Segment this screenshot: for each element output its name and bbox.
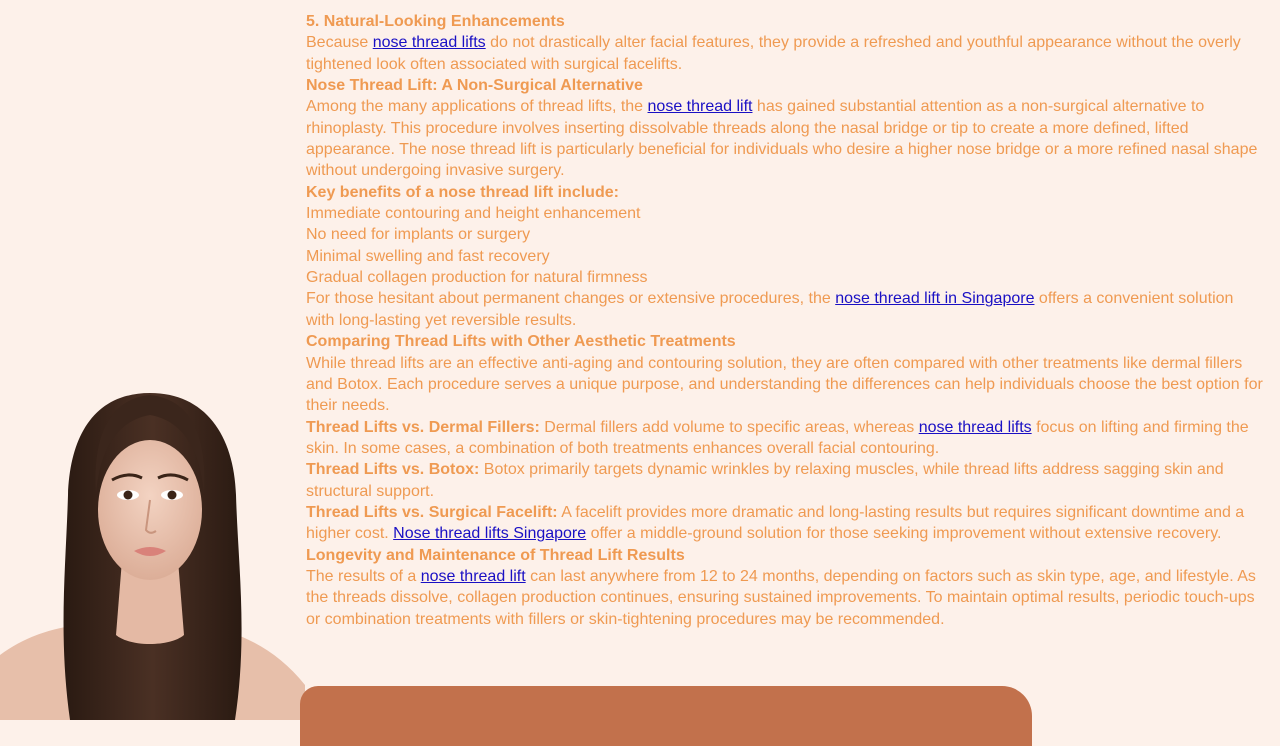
section-heading-comparing: Comparing Thread Lifts with Other Aesthetic Treatments (306, 333, 736, 351)
nose-thread-lifts-singapore-link[interactable]: Nose thread lifts Singapore (393, 525, 587, 543)
paragraph-longevity: The results of a nose thread lift can last anywhere from 12 to 24 months, depending on factors such as skin type, age, and lifestyle. As the threads dissolve, collagen production continues, ensuring sustained improvements. To maintain optimal results, periodic touch-ups or combination treatments with fillers or skin-tightening procedures may be recommended. (306, 567, 1256, 628)
nose-thread-lift-link[interactable]: nose thread lift (647, 98, 753, 116)
section-heading-key-benefits: Key benefits of a nose thread lift include: (306, 183, 619, 201)
nose-thread-lifts-link-fillers[interactable]: nose thread lifts (918, 418, 1032, 436)
paragraph-vs-botox: Thread Lifts vs. Botox: Botox primarily targets dynamic wrinkles by relaxing muscles, while thread lifts address sagging skin and structural support. (306, 461, 1224, 500)
section-heading-longevity: Longevity and Maintenance of Thread Lift Results (306, 546, 685, 564)
paragraph-vs-facelift: Thread Lifts vs. Surgical Facelift: A facelift provides more dramatic and long-lasting results but requires significant downtime and a higher cost. Nose thread lifts Singapore offer a middle-ground solution for those seeking improvement without extensive recovery. (306, 503, 1245, 543)
benefit-item: Gradual collagen production for natural firmness (306, 269, 648, 287)
woman-portrait-image (0, 385, 305, 720)
section-heading-natural-enhancements: 5. Natural-Looking Enhancements (306, 13, 565, 30)
benefit-item: Minimal swelling and fast recovery (306, 247, 550, 265)
nose-thread-lift-singapore-link[interactable]: nose thread lift in Singapore (835, 290, 1035, 308)
nose-thread-lifts-link[interactable]: nose thread lifts (372, 34, 486, 52)
paragraph-nose-thread-lift: Among the many applications of thread lifts, the nose thread lift has gained substantial attention as a non-surgical alternative to rhinoplasty. This procedure involves inserting dissolvable threads along the nasal bridge or tip to create a more defined, lifted appearance. The nose thread lift is particularly beneficial for individuals who desire a higher nose bridge or a more refined nasal shape without undergoing invasive surgery. (306, 98, 1258, 180)
paragraph-vs-fillers: Thread Lifts vs. Dermal Fillers: Dermal fillers add volume to specific areas, whereas nose thread lifts focus on lifting and firming the skin. In some cases, a combination of both treatments enhances overall facial contouring. (306, 418, 1249, 457)
benefit-item: Immediate contouring and height enhancement (306, 205, 641, 223)
decorative-bottom-bar (300, 686, 1032, 746)
paragraph-hesitant: For those hesitant about permanent changes or extensive procedures, the nose thread lift in Singapore offers a convenient solution with long-lasting yet reversible results. (306, 290, 1234, 329)
section-heading-nose-thread-lift: Nose Thread Lift: A Non-Surgical Alternative (306, 77, 643, 95)
article-body (306, 11, 1266, 630)
nose-thread-lift-link-longevity[interactable]: nose thread lift (420, 567, 526, 585)
paragraph-comparing: While thread lifts are an effective anti-aging and contouring solution, they are often compared with other treatments like dermal fillers and Botox. Each procedure serves a unique purpose, and understanding the differences can help individuals choose the best option for their needs. (306, 354, 1263, 415)
paragraph-natural-enhancements: Because nose thread lifts do not drastically alter facial features, they provide a refreshed and youthful appearance without the overly tightened look often associated with surgical facelifts. (306, 34, 1241, 73)
benefit-item: No need for implants or surgery (306, 226, 531, 244)
